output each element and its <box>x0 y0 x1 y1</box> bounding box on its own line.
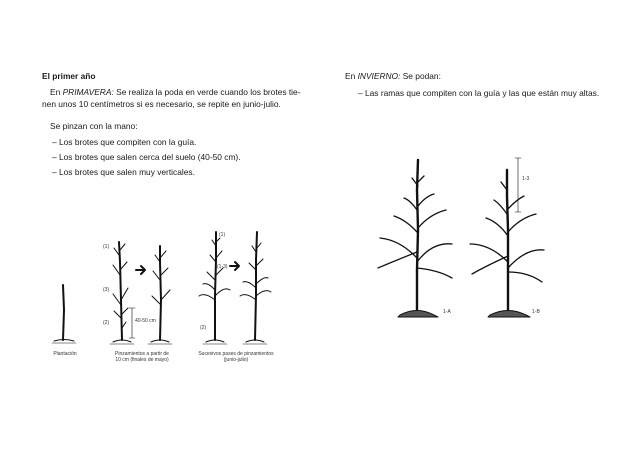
tree-1a <box>378 160 452 317</box>
winter-item: – Las ramas que compiten con la guía y las que están muy altas. <box>358 88 600 98</box>
spring-paragraph-line2: nen unos 10 centímetros si es necesario, se repite en junio-julio. <box>42 99 281 109</box>
pinch-item: – Los brotes que salen muy verticales. <box>52 167 195 177</box>
label-1-3: 1-3 <box>522 176 530 182</box>
label-1a: 1-A <box>443 309 451 315</box>
label-height: 40-50 cm <box>135 318 156 324</box>
spring-paragraph-line1: En PRIMAVERA: Se realiza la poda en verde cuando los brotes tie- <box>50 87 301 97</box>
label-1: (1) <box>219 232 226 238</box>
label-2: (2) <box>200 325 207 331</box>
tree-1b <box>470 158 544 317</box>
label-1-3: (1-3) <box>217 264 228 270</box>
winter-paragraph: En INVIERNO: Se podan: <box>345 71 441 81</box>
label-3: (3) <box>103 287 110 293</box>
spring-term: PRIMAVERA: <box>62 87 114 97</box>
caption-planting: Plantación <box>53 351 77 357</box>
pinch-item: – Los brotes que salen cerca del suelo (40-50 cm). <box>52 152 241 162</box>
caption-successive-pinching: Sucesivos pases de pinzamientos (junio-julio) <box>198 351 274 363</box>
pinch-intro: Se pinzan con la mano: <box>50 121 138 131</box>
winter-term: INVIERNO: <box>357 71 401 81</box>
label-2: (2) <box>103 320 110 326</box>
label-1: (1) <box>103 244 110 250</box>
label-1b: 1-B <box>532 309 540 315</box>
caption-pinching: Pinzamientos a partir de 10 cm (finales de mayo) <box>115 351 169 363</box>
pinch-item: – Los brotes que compiten con la guía. <box>52 137 197 147</box>
section-heading: El primer año <box>42 71 96 81</box>
